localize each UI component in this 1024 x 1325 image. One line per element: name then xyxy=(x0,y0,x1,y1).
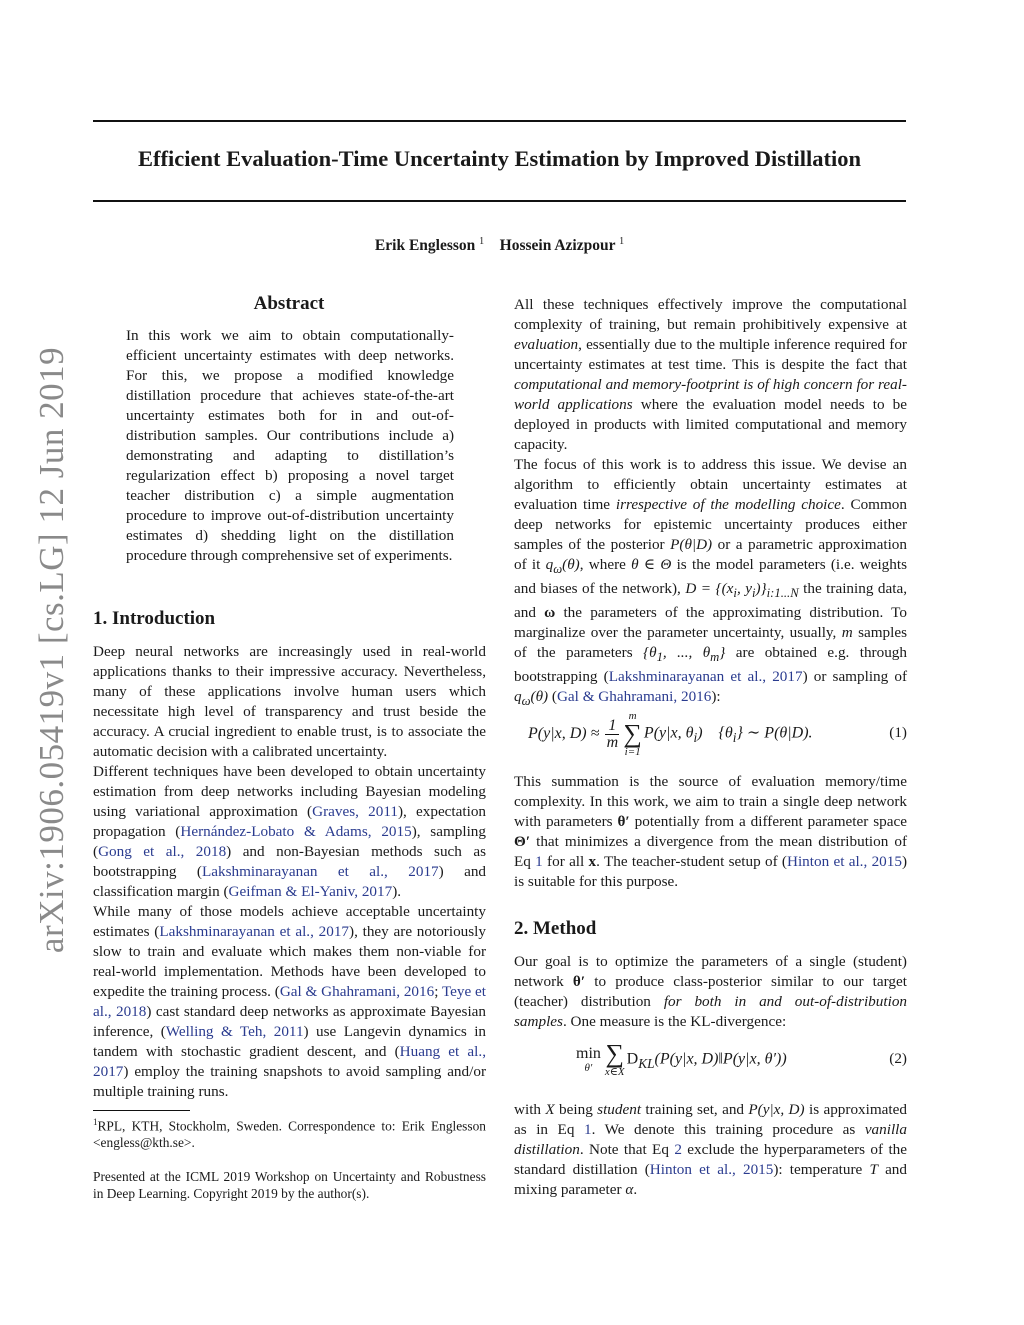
right-column-middle xyxy=(514,772,907,892)
citation-link[interactable]: Huang et al., 2017 xyxy=(93,1043,486,1080)
paper-title: Efficient Evaluation-Time Uncertainty Estimation by Improved Distillation xyxy=(138,146,861,171)
paragraph: Different techniques have been developed to obtain uncertainty estimation from deep networks including Bayesian modeling using variational approximation (Graves, 2011), expectation propagation (Hernández-Lobato & Adams, 2015), sampling (Gong et al., 2018) and non-Bayesian methods such as bootstrapping (Lakshminarayanan et al., 2017) and classification margin (Geifman & El-Yaniv, 2017). xyxy=(93,763,487,900)
affiliation-mark: 1 xyxy=(619,236,625,247)
paragraph: The focus of this work is to address this issue. We devise an algorithm to efficiently obtain uncertainty estimates at evaluation time irrespective of the modelling choice. Common deep networks for epistemic uncertainty produces either samples of the posterior P(θ|D) or a parametric approximation of it $q_\omega(\theta)$, where θ ∈ Θ is the model parameters (i.e. weights and biases of the network), $D = \{(x_i$, $y_i)\}_{i:1...N}$ the training data, and ω the parameters of the approximating distribution. To marginalize over the parameter uncertainty, usually, m samples of the parameters {$\theta_1$, ..., $\theta_m$} are obtained e.g. through bootstrapping (Lakshminarayanan et al., 2017) or sampling of $q_\omega(\theta)$ (Gal & Ghahramani, 2016): xyxy=(514,456,908,709)
footnote-affiliation: $^1$RPL, KTH, Stockholm, Sweden. Correspondence to: Erik Englesson <engless@kth.se>. xyxy=(93,1117,486,1151)
min-operator: min θ′ xyxy=(576,1045,601,1074)
fraction: $\frac{1}{m}$ xyxy=(606,716,619,751)
arxiv-stamp: arXiv:1906.05419v1 [cs.LG] 12 Jun 2019 xyxy=(32,346,71,954)
summation-symbol: m ∑ i=1 xyxy=(623,710,642,758)
right-column-end xyxy=(514,1100,907,1200)
author-list xyxy=(93,236,906,255)
equation-reference[interactable]: 2 xyxy=(674,1141,682,1158)
right-column-top xyxy=(514,295,907,711)
citation-link[interactable]: Geifman & El-Yaniv, 2017 xyxy=(228,883,393,900)
citation-link[interactable]: Hinton et al., 2015 xyxy=(786,853,902,870)
citation-link[interactable]: Gal & Ghahramani, 2016 xyxy=(279,983,435,1000)
affiliation-mark: 1 xyxy=(479,236,485,247)
abstract-body xyxy=(126,326,454,566)
equation-2: min θ′ ∑ x∈X $D_{KL}(P(y|x$, D)‖P(y|x, θ′)) (2) xyxy=(576,1039,907,1078)
footnote-rule xyxy=(93,1110,190,1111)
citation-link[interactable]: Lakshminarayanan et al., 2017 xyxy=(201,863,439,880)
abstract-heading: Abstract xyxy=(253,293,325,314)
title-bottom-rule xyxy=(93,200,906,202)
citation-link[interactable]: Lakshminarayanan et al., 2017 xyxy=(608,668,803,686)
introduction-body xyxy=(93,642,486,1102)
paragraph: with X being student training set, and P(y|x, D) is approximated as in Eq 1. We denote this training procedure as vanilla distillation. Note that Eq 2 exclude the hyperparameters of the standard distillation (Hinton et al., 2015): temperature T and mixing parameter α. xyxy=(514,1101,908,1198)
citation-link[interactable]: Hinton et al., 2015 xyxy=(649,1161,774,1178)
section-heading-introduction: 1. Introduction xyxy=(93,608,216,629)
summation-symbol: ∑ x∈X xyxy=(604,1039,625,1078)
section-heading-method: 2. Method xyxy=(514,918,597,939)
citation-link[interactable]: Hernández-Lobato & Adams, 2015 xyxy=(180,823,412,840)
title-top-rule xyxy=(93,120,906,122)
footnotes xyxy=(93,1114,486,1202)
paragraph: Our goal is to optimize the parameters of a single (student) network θ′ to produce class-posterior similar to our target (teacher) distribution for both in and out-of-distribution samples. One measure is the KL-divergence: xyxy=(514,953,908,1030)
footnote-presented: Presented at the ICML 2019 Workshop on Uncertainty and Robustness in Deep Learning. Copyright 2019 by the author(s). xyxy=(93,1169,486,1202)
equation-number: (1) xyxy=(889,724,907,741)
paragraph: This summation is the source of evaluation memory/time complexity. In this work, we aim to train a single deep network with parameters θ′ potentially from a different parameter space Θ′ that minimizes a divergence from the mean distribution of Eq 1 for all x. The teacher-student setup of (Hinton et al., 2015) is suitable for this purpose. xyxy=(514,773,908,890)
equation-1: P(y|x, D) ≈ $\frac{1}{m}$ m ∑ i=1 P(y|x, $\theta_i$) $\{\theta_i\}$ ∼ P(θ|D). (1) xyxy=(528,710,907,758)
paragraph: All these techniques effectively improve the computational complexity of training, but remain prohibitively expensive at evaluation, essentially due to the multiple inference required for uncertainty estimates at test time. This is despite the fact that computational and memory-footprint is of high concern for real-world applications where the evaluation model needs to be deployed in products with limited computational and memory capacity. xyxy=(514,296,907,453)
citation-link[interactable]: Welling & Teh, 2011 xyxy=(165,1023,304,1040)
equation-number: (2) xyxy=(889,1050,907,1067)
author-name: Hossein Azizpour xyxy=(499,237,616,255)
equation-reference[interactable]: 1 xyxy=(535,853,543,870)
paragraph: Deep neural networks are increasingly used in real-world applications thanks to their impressive accuracy. Nevertheless, many of these applications involve human users which necessitate high level of transparency and trust beside the accuracy. A crucial ingredient to enable trust, is to associate the automatic decision with a calibrated uncertainty. xyxy=(93,643,486,760)
author-name: Erik Englesson xyxy=(374,237,476,255)
citation-link[interactable]: Gal & Ghahramani, 2016 xyxy=(556,688,712,706)
method-body xyxy=(514,952,907,1032)
abstract-text: In this work we aim to obtain computationally-efficient uncertainty estimates with deep networks. For this, we propose a modified knowledge distillation procedure that achieves state-of-the-art uncertainty estimates both for in and out-of-distribution samples. Our contributions include a) demonstrating and adapting to distillation’s regularization effect b) proposing a novel target teacher distribution c) a simple augmentation procedure to improve out-of-distribution uncertainty estimates d) shedding light on the distillation procedure through comprehensive set of experiments. xyxy=(126,327,454,564)
citation-link[interactable]: Teye et al., 2018 xyxy=(93,983,487,1020)
citation-link[interactable]: Gong et al., 2018 xyxy=(98,843,227,860)
citation-link[interactable]: Lakshminarayanan et al., 2017 xyxy=(159,923,350,940)
equation-reference[interactable]: 1 xyxy=(583,1121,592,1138)
citation-link[interactable]: Graves, 2011 xyxy=(312,803,398,820)
paragraph: While many of those models achieve acceptable uncertainty estimates (Lakshminarayanan et al., 2017), they are notoriously slow to train and evaluate which makes them non-viable for real-world implementation. Methods have been developed to expedite the training process. (Gal & Ghahramani, 2016; Teye et al., 2018) cast standard deep networks as approximate Bayesian inference, (Welling & Teh, 2011) use Langevin dynamics in tandem with stochastic gradient descent, and (Huang et al., 2017) employ the training snapshots to avoid sampling and/or multiple training runs. xyxy=(93,903,487,1100)
